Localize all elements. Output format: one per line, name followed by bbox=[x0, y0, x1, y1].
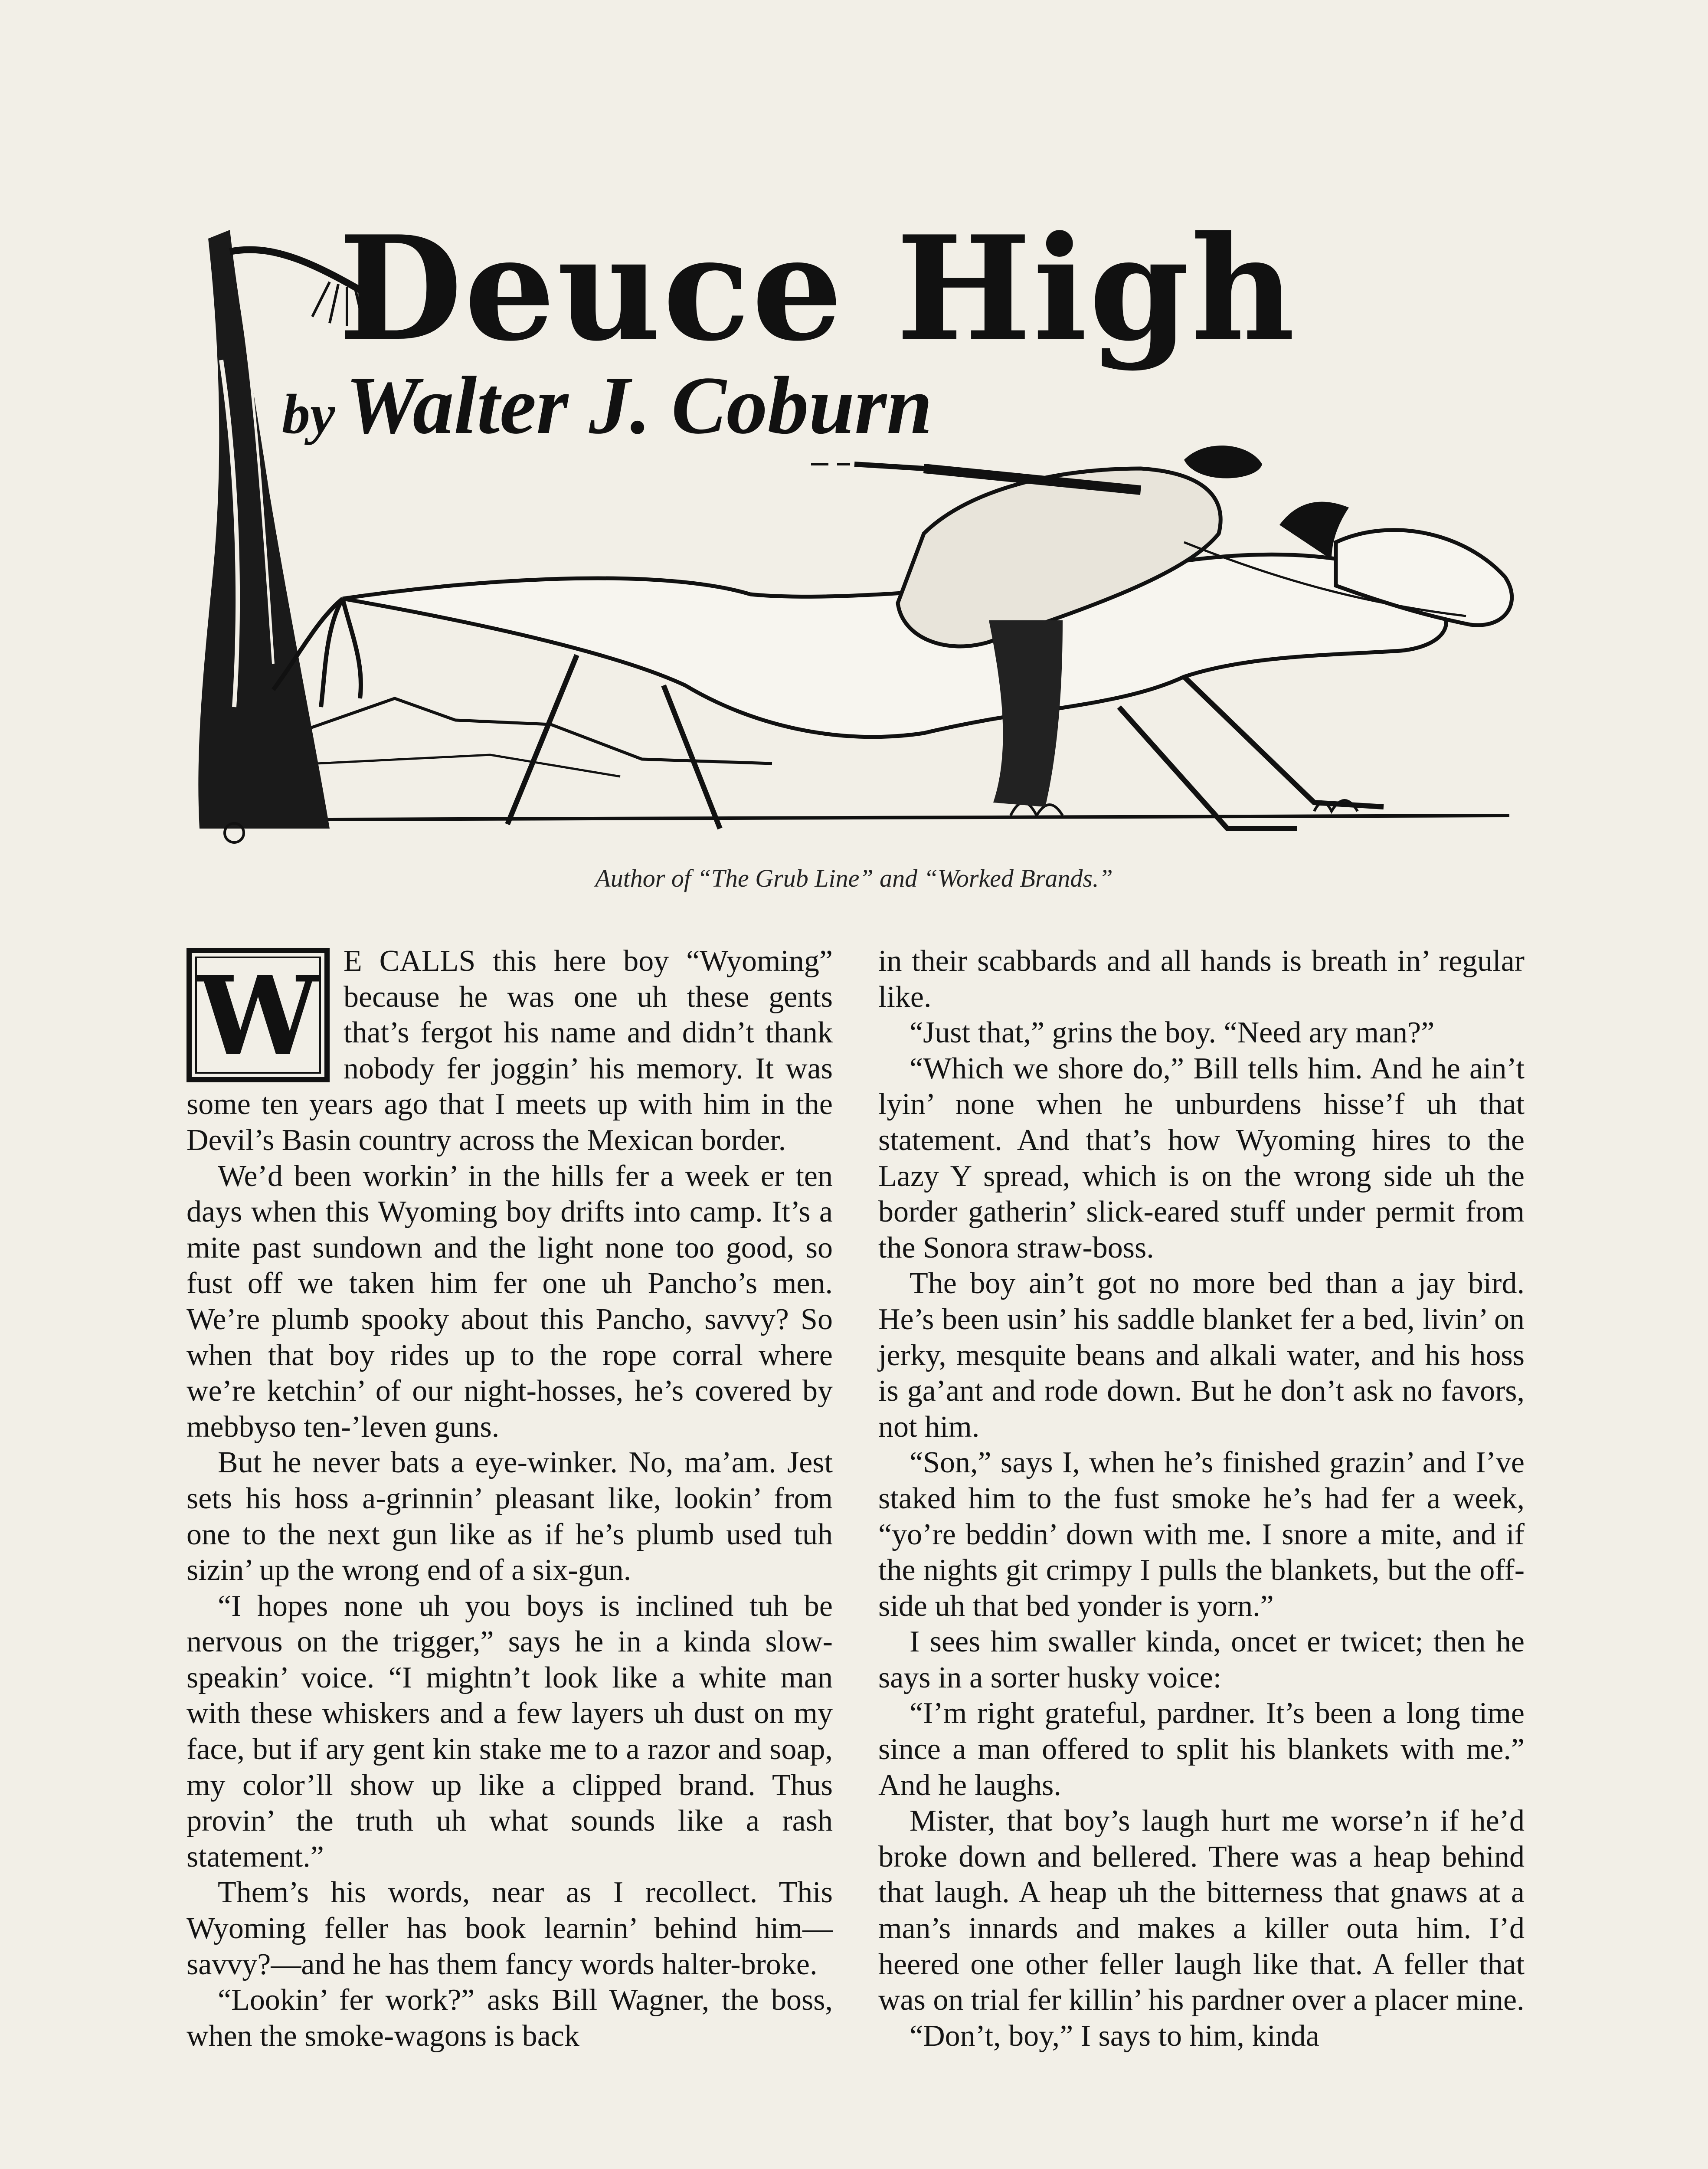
drop-cap-letter: W bbox=[197, 952, 319, 1080]
paragraph: The boy ain’t got no more bed than a jay bird. He’s been usin’ his saddle blanket fer a bed, livin’ on jerky, mesquite beans and alkali water, and his hoss is ga’ant and rode down. But he don’t ask no favors, not him. bbox=[878, 1267, 1525, 1444]
drop-cap-w-icon bbox=[187, 948, 330, 1082]
paragraph: Mister, that boy’s laugh hurt me worse’n if he’d broke down and bellered. There was a heap behind that laugh. A heap uh the bitterness that gnaws at a man’s innards and makes a killer outa him. I’d heered one other feller laugh like that. A feller that was on trial fer killin’ his pardner over a placer mine. bbox=[878, 1804, 1525, 2017]
author-credit: Author of “The Grub Line” and “Worked Brands.” bbox=[595, 864, 1113, 892]
drop-cap bbox=[187, 948, 330, 1082]
paragraph: We’d been workin’ in the hills fer a week er ten days when this Wyoming boy drifts into camp. It’s a mite past sundown and the light none too good, so fust off we taken him fer one uh Pancho’s men. We’re plumb spooky about this Pancho, savvy? So when that boy rides up to the rope corral where we’re ketchin’ of our night-hosses, he’s covered by mebbyso ten-’leven guns. bbox=[187, 1159, 833, 1444]
paragraph: “Son,” says I, when he’s finished grazin’ and I’ve staked him to the fust smoke he’s had fer a week, “yo’re beddin’ down with me. I snore a mite, and if the nights git crimpy I pulls the blankets, but the off-side uh that bed yonder is yorn.” bbox=[878, 1446, 1525, 1623]
paragraph: E CALLS this here boy “Wyoming” because he was one uh these gents that’s fergot his name and didn’t thank nobody fer joggin’ his memory. It was some ten years ago that I meets up with him in the Devil’s Basin country across the Mexican border. bbox=[187, 944, 833, 1157]
text-column-left bbox=[187, 944, 833, 2054]
paragraph: But he never bats a eye-winker. No, ma’am. Jest sets his hoss a-grinnin’ pleasant like, lookin’ from one to the next gun like as if he’s plumb used tuh sizin’ up the wrong end of a six-gun. bbox=[187, 1446, 833, 1587]
paragraph: “Don’t, boy,” I says to him, kinda bbox=[910, 2019, 1319, 2053]
paragraph: “I hopes none uh you boys is inclined tuh be nervous on the trigger,” says he in a kinda slow-speakin’ voice. “I mightn’t look like a white man with these whiskers and a few layers uh dust on my face, but if ary gent kin stake me to a razor and soap, my color’ll show up like a clipped brand. Thus provin’ the truth uh what sounds like a rash statement.” bbox=[187, 1589, 833, 1874]
paragraph: “Just that,” grins the boy. “Need ary man?” bbox=[910, 1016, 1435, 1050]
story-title: Deuce High bbox=[338, 204, 1297, 373]
byline-prefix: by bbox=[282, 383, 335, 446]
paragraph: “Lookin’ fer work?” asks Bill Wagner, the boss, when the smoke-wagons is back bbox=[187, 1983, 833, 2053]
paragraph: I sees him swaller kinda, oncet er twicet; then he says in a sorter husky voice: bbox=[878, 1625, 1525, 1694]
author-name: Walter J. Coburn bbox=[345, 360, 933, 451]
paragraph: Them’s his words, near as I recollect. This Wyoming feller has book learnin’ behind him—savvy?—and he has them fancy words halter-broke. bbox=[187, 1876, 833, 1981]
text-column-right bbox=[878, 944, 1525, 2054]
paragraph: in their scabbards and all hands is breath in’ regular like. bbox=[878, 944, 1525, 1014]
author-byline bbox=[282, 360, 933, 451]
paragraph: “I’m right grateful, pardner. It’s been a long time since a man offered to split his blankets with me.” And he laughs. bbox=[878, 1697, 1525, 1802]
paragraph: “Which we shore do,” Bill tells him. And he ain’t lyin’ none when he unburdens hisse’f uh that statement. And that’s how Wyoming hires to the Lazy Y spread, which is on the wrong side uh the border gatherin’ slick-eared stuff under permit from the Sonora straw-boss. bbox=[878, 1052, 1525, 1265]
